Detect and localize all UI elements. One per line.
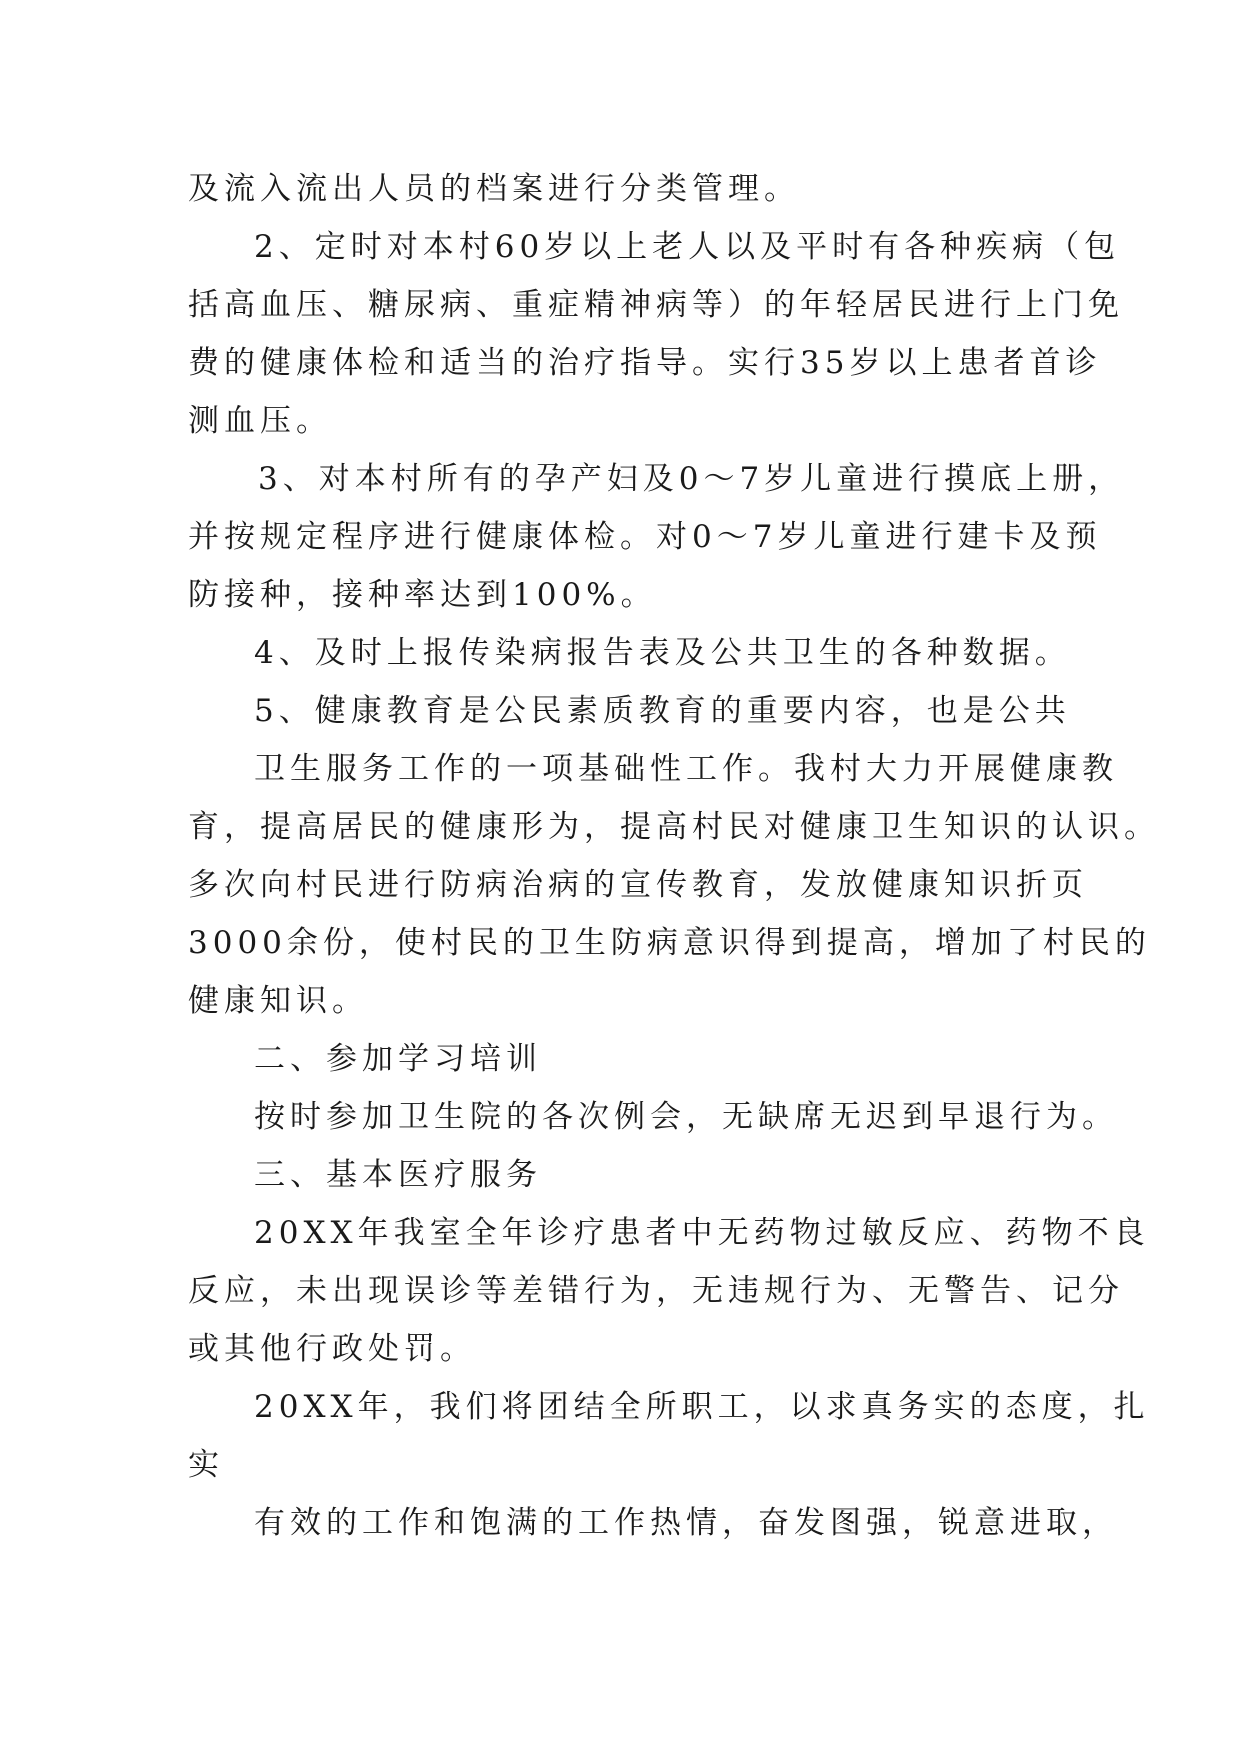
text-line: 或其他行政处罚。 <box>188 1331 476 1367</box>
text-line: 健康知识。 <box>188 983 368 1019</box>
text-line: 防接种，接种率达到100%。 <box>188 577 657 613</box>
section-heading-3: 三、基本医疗服务 <box>254 1157 542 1193</box>
document-body <box>188 160 1160 1552</box>
text-line: 20XX年我室全年诊疗患者中无药物过敏反应、药物不良 <box>254 1215 1150 1251</box>
text-line: 反应，未出现误诊等差错行为，无违规行为、无警告、记分 <box>188 1273 1124 1309</box>
text-line: 按时参加卫生院的各次例会，无缺席无迟到早退行为。 <box>254 1099 1118 1135</box>
text-line: 有效的工作和饱满的工作热情，奋发图强，锐意进取， <box>254 1505 1118 1541</box>
text-line: 多次向村民进行防病治病的宣传教育，发放健康知识折页 <box>188 867 1088 903</box>
text-line: 测血压。 <box>188 403 332 439</box>
text-line: 20XX年，我们将团结全所职工，以求真务实的态度，扎 <box>254 1389 1150 1425</box>
paragraph-item-3: 3、对本村所有的孕产妇及0～7岁儿童进行摸底上册， <box>258 461 1125 497</box>
text-line: 费的健康体检和适当的治疗指导。实行35岁以上患者首诊 <box>188 345 1102 381</box>
text-line: 实 <box>188 1447 224 1483</box>
text-line: 并按规定程序进行健康体检。对0～7岁儿童进行建卡及预 <box>188 519 1102 555</box>
text-line: 括高血压、糖尿病、重症精神病等）的年轻居民进行上门免 <box>188 287 1124 323</box>
paragraph-item-5: 5、健康教育是公民素质教育的重要内容，也是公共 <box>254 693 1071 729</box>
text-line: 及流入流出人员的档案进行分类管理。 <box>188 171 800 207</box>
text-line: 3000余份，使村民的卫生防病意识得到提高，增加了村民的 <box>188 925 1151 961</box>
text-line: 卫生服务工作的一项基础性工作。我村大力开展健康教 <box>254 751 1118 787</box>
text-line: 育，提高居民的健康形为，提高村民对健康卫生知识的认识。 <box>188 809 1160 845</box>
paragraph-item-2: 2、定时对本村60岁以上老人以及平时有各种疾病（包 <box>254 229 1121 265</box>
section-heading-2: 二、参加学习培训 <box>254 1041 542 1077</box>
paragraph-item-4: 4、及时上报传染病报告表及公共卫生的各种数据。 <box>254 635 1071 671</box>
